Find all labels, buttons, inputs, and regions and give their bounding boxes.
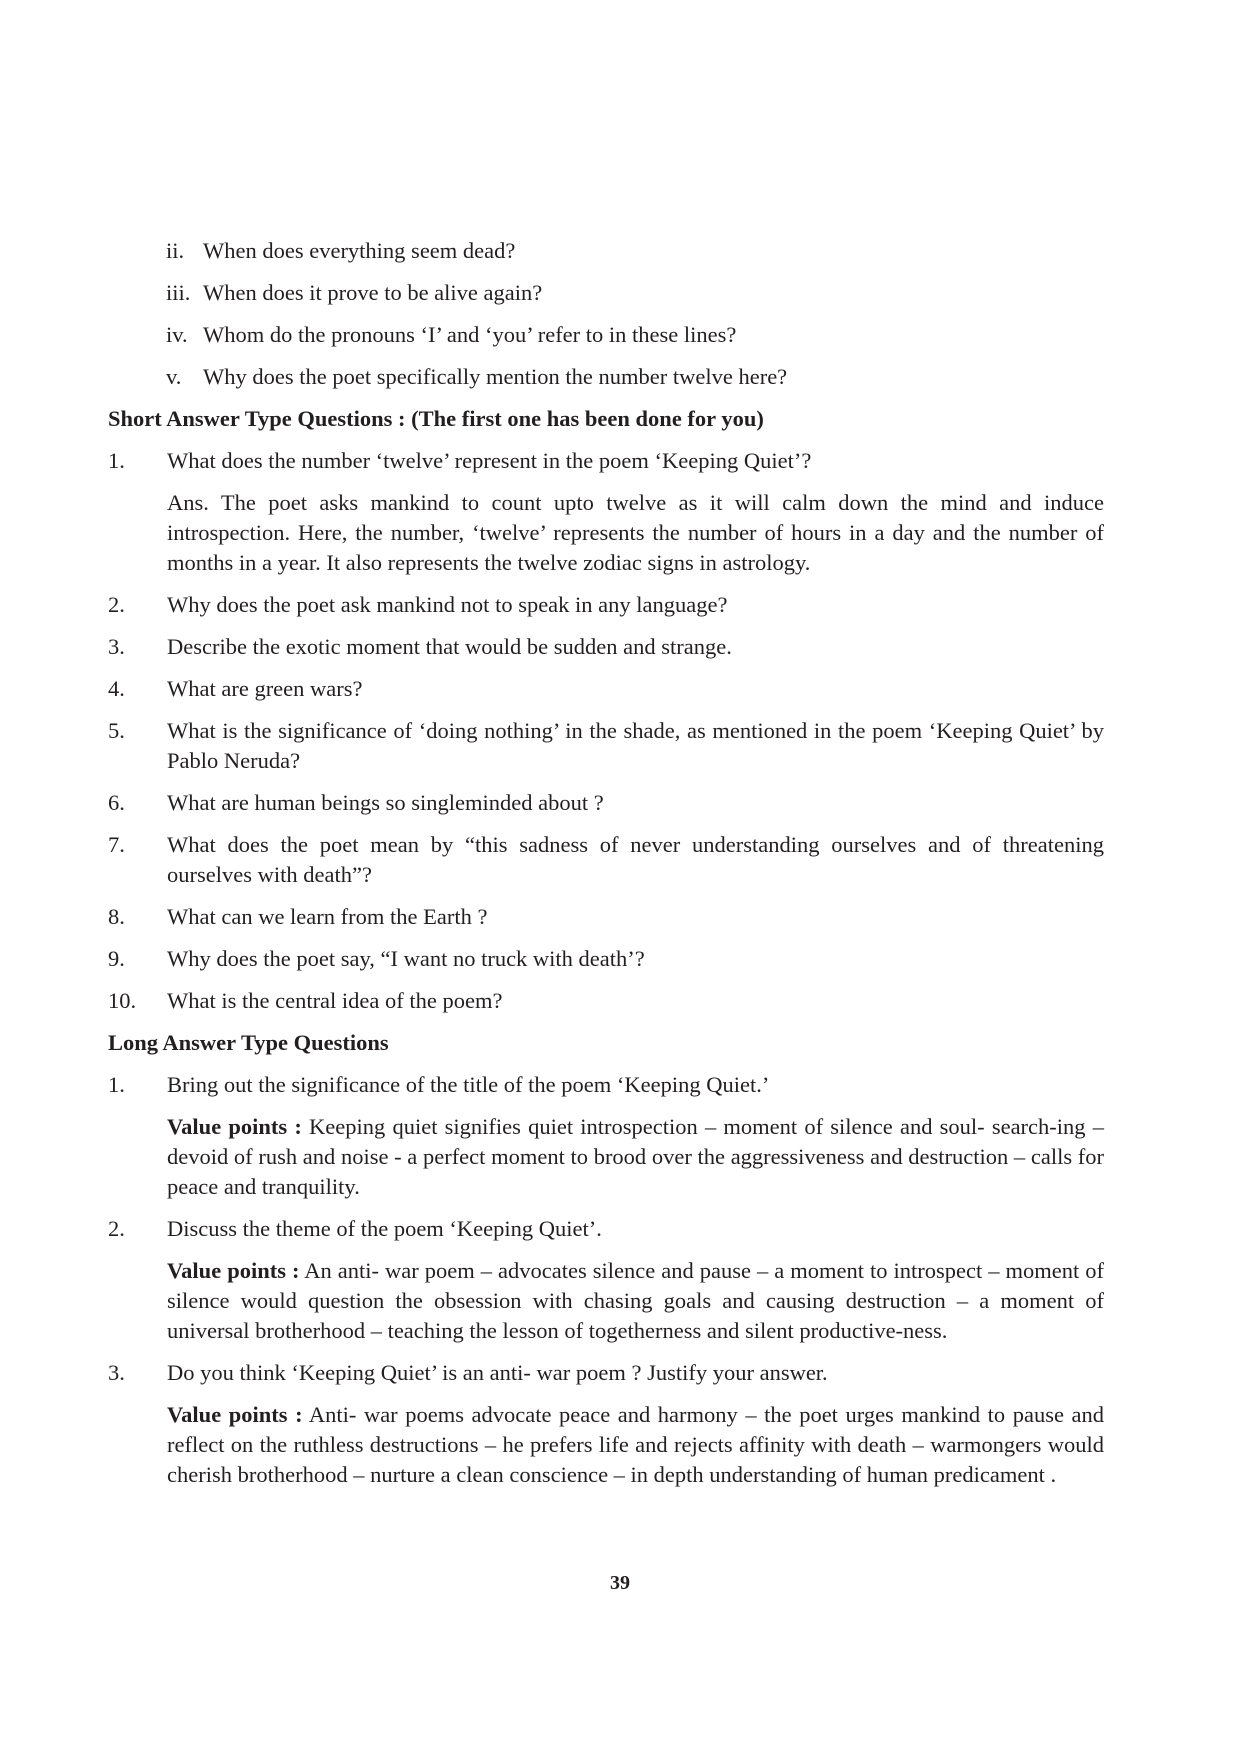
- question-text: What does the poet mean by “this sadness of never understanding ourselves and of threatening ourselves with death”?: [167, 832, 1104, 887]
- question-body: [167, 590, 1104, 620]
- question-item: [108, 446, 1104, 578]
- long-answer-question-list: [108, 1070, 1104, 1490]
- question-body: [167, 674, 1104, 704]
- question-number: 1.: [108, 1072, 125, 1097]
- question-body: [167, 632, 1104, 662]
- question-number: 9.: [108, 946, 125, 971]
- question-number: 6.: [108, 790, 125, 815]
- question-number: 2.: [108, 1216, 125, 1241]
- value-points: [167, 1256, 1104, 1346]
- question-number: 3.: [108, 634, 125, 659]
- item-text: Whom do the pronouns ‘I’ and ‘you’ refer to in these lines?: [203, 322, 737, 347]
- question-number: 10.: [108, 988, 137, 1013]
- question-body: [167, 944, 1104, 974]
- question-text: What is the central idea of the poem?: [167, 988, 503, 1013]
- item-text: When does it prove to be alive again?: [203, 280, 543, 305]
- question-item: [108, 1214, 1104, 1346]
- question-body: [167, 446, 1104, 578]
- question-text: What does the number ‘twelve’ represent in the poem ‘Keeping Quiet’?: [167, 448, 812, 473]
- question-number: 3.: [108, 1360, 125, 1385]
- value-points-label: Value points :: [167, 1114, 302, 1139]
- value-points-text: Anti- war poems advocate peace and harmony – the poet urges mankind to pause and reflect on the ruthless destructions – he prefers life and rejects affinity with death – warmongers would cherish brotherhood – nurture a clean conscience – in depth understanding of human predicament .: [167, 1402, 1104, 1487]
- question-item: [108, 986, 1104, 1016]
- question-item: [108, 1358, 1104, 1490]
- question-item: [108, 830, 1104, 890]
- short-answer-heading: Short Answer Type Questions : (The first one has been done for you): [108, 406, 764, 431]
- question-text: What are green wars?: [167, 676, 363, 701]
- value-points: [167, 1400, 1104, 1490]
- question-item: [108, 944, 1104, 974]
- question-body: [167, 986, 1104, 1016]
- question-body: [167, 1358, 1104, 1490]
- question-text: Do you think ‘Keeping Quiet’ is an anti- war poem ? Justify your answer.: [167, 1360, 828, 1385]
- question-number: 4.: [108, 676, 125, 701]
- item-number: ii.: [166, 238, 185, 263]
- roman-question-list: [108, 236, 1104, 392]
- question-body: [167, 1214, 1104, 1346]
- question-text: Why does the poet say, “I want no truck with death’?: [167, 946, 645, 971]
- question-body: [167, 716, 1104, 776]
- question-text: Discuss the theme of the poem ‘Keeping Quiet’.: [167, 1216, 602, 1241]
- question-body: [167, 788, 1104, 818]
- value-points: [167, 1112, 1104, 1202]
- question-item: [108, 632, 1104, 662]
- page-content: [108, 236, 1104, 1502]
- question-item: [108, 590, 1104, 620]
- value-points-label: Value points :: [167, 1402, 303, 1427]
- list-item: [108, 362, 1104, 392]
- question-item: [108, 1070, 1104, 1202]
- question-number: 2.: [108, 592, 125, 617]
- value-points-label: Value points :: [167, 1258, 300, 1283]
- item-text: When does everything seem dead?: [203, 238, 516, 263]
- list-item: [108, 320, 1104, 350]
- question-number: 7.: [108, 832, 125, 857]
- question-text: What can we learn from the Earth ?: [167, 904, 488, 929]
- question-item: [108, 788, 1104, 818]
- item-number: iv.: [166, 322, 188, 347]
- question-number: 8.: [108, 904, 125, 929]
- value-points-text: Keeping quiet signifies quiet introspection – moment of silence and soul- search-ing – devoid of rush and noise - a perfect moment to brood over the aggressiveness and destruction – calls for peace and tranquility.: [167, 1114, 1104, 1199]
- item-number: iii.: [166, 280, 191, 305]
- question-text: What is the significance of ‘doing nothing’ in the shade, as mentioned in the poem ‘Keeping Quiet’ by Pablo Neruda?: [167, 718, 1104, 773]
- question-text: Bring out the significance of the title of the poem ‘Keeping Quiet.’: [167, 1072, 770, 1097]
- question-item: [108, 902, 1104, 932]
- list-item: [108, 278, 1104, 308]
- list-item: [108, 236, 1104, 266]
- question-body: [167, 830, 1104, 890]
- page-number: 39: [610, 1572, 630, 1594]
- value-points-text: An anti- war poem – advocates silence and pause – a moment to introspect – moment of silence would question the obsession with chasing goals and causing destruction – a moment of universal brotherhood – teaching the lesson of togetherness and silent productive-ness.: [167, 1258, 1104, 1343]
- question-body: [167, 1070, 1104, 1202]
- short-answer-question-list: [108, 446, 1104, 1016]
- question-body: [167, 902, 1104, 932]
- question-number: 5.: [108, 718, 125, 743]
- question-item: [108, 674, 1104, 704]
- question-text: Why does the poet ask mankind not to speak in any language?: [167, 592, 728, 617]
- item-text: Why does the poet specifically mention the number twelve here?: [203, 364, 788, 389]
- question-number: 1.: [108, 448, 125, 473]
- question-text: Describe the exotic moment that would be sudden and strange.: [167, 634, 732, 659]
- long-answer-heading: Long Answer Type Questions: [108, 1030, 389, 1055]
- item-number: v.: [166, 364, 182, 389]
- answer-text: Ans. The poet asks mankind to count upto twelve as it will calm down the mind and induce introspection. Here, the number, ‘twelve’ represents the number of hours in a day and the number of months in a year. It also represents the twelve zodiac signs in astrology.: [167, 490, 1104, 575]
- question-text: What are human beings so singleminded about ?: [167, 790, 604, 815]
- question-item: [108, 716, 1104, 776]
